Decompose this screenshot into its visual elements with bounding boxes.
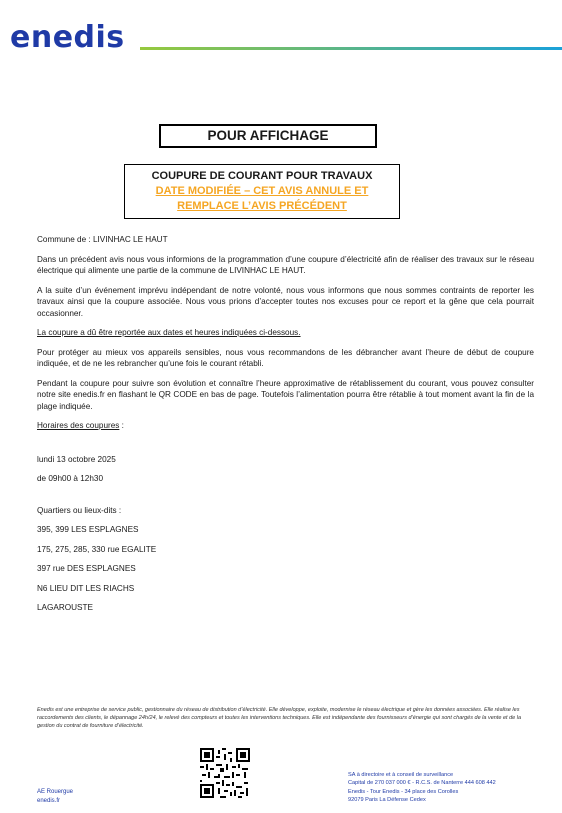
area-item: N6 LIEU DIT LES RIACHS bbox=[37, 583, 135, 593]
company-legal-line: SA à directoire et à conseil de surveillance bbox=[348, 772, 454, 778]
area-item: 397 rue DES ESPLAGNES bbox=[37, 564, 136, 573]
legal-notice: Enedis est une entreprise de service public, gestionnaire du réseau de distribution d’électricité. Elle développe, exploite, modernise le réseau électrique et gère les données associées. Elle réalise les raccordements des clients, le dépannage 24h/24, le relevé des compteurs et toutes les interventions techniques. Elle est indépendante des fournisseurs d’énergie qui sont chargés de la vente et de la gestion du contrat de fourniture d’électricité. bbox=[37, 707, 521, 729]
paragraph-3: La coupure a dû être reportée aux dates et heures indiquées ci-dessous. bbox=[37, 328, 301, 337]
agency-name: AE Rouergue bbox=[37, 789, 74, 795]
paragraph-1: Dans un précédent avis nous vous informions de la programmation d’une coupure d’électricité afin de réaliser des travaux sur le réseau électrique qui alimente une partie de la commune de LIVINHAC LE HAUT. bbox=[37, 254, 534, 275]
paragraph-4: Pour protéger au mieux vos appareils sensibles, nous vous recommandons de les débrancher avant l’heure de début de coupure indiquée, et de ne les rebrancher qu’une fois le courant rétabli. bbox=[37, 347, 534, 368]
notice-heading: COUPURE DE COURANT POUR TRAVAUX bbox=[151, 170, 373, 182]
company-address-line: Enedis - Tour Enedis - 34 place des Corolles bbox=[348, 788, 459, 795]
company-city-line: 92079 Paris La Défense Cedex bbox=[348, 796, 426, 803]
header-gradient-bar bbox=[140, 47, 562, 50]
commune-line: Commune de : LIVINHAC LE HAUT bbox=[37, 235, 168, 244]
area-item: LAGAROUSTE bbox=[37, 603, 93, 612]
outage-time: de 09h00 à 12h30 bbox=[37, 474, 104, 483]
footer-right bbox=[348, 771, 496, 804]
notice-heading-box bbox=[124, 164, 400, 219]
areas-label: Quartiers ou lieux-dits : bbox=[37, 505, 122, 515]
notice-body bbox=[37, 234, 534, 622]
enedis-logo: enedis bbox=[10, 20, 125, 55]
hours-label-line bbox=[37, 420, 534, 432]
footer-left bbox=[37, 788, 73, 806]
outage-date: lundi 13 octobre 2025 bbox=[37, 454, 116, 464]
website-link[interactable]: enedis.fr bbox=[37, 798, 61, 804]
paragraph-2: A la suite d’un événement imprévu indépendant de notre volonté, nous vous informons que nous sommes contraints de reporter les travaux ainsi que la coupure associée. Nous vous prions d’accepter toutes nos excuses pour ce report et la gêne que cela pourrait occasionner. bbox=[37, 285, 534, 318]
notice-subheading-line2: REMPLACE L’AVIS PRÉCÉDENT bbox=[177, 200, 347, 212]
paragraph-5: Pendant la coupure pour suivre son évolution et connaître l’heure approximative de rétablissement du courant, vous pouvez consulter notre site enedis.fr en flashant le QR CODE en bas de page. Toutefois l’alimentation pourra être rétablie à tout moment avant la fin de la plage indiquée. bbox=[37, 378, 534, 411]
qr-code-icon[interactable] bbox=[200, 748, 250, 798]
company-capital-line: Capital de 270 037 000 € - R.C.S. de Nanterre 444 608 442 bbox=[348, 780, 496, 787]
hours-colon: : bbox=[119, 421, 124, 430]
area-item: 175, 275, 285, 330 rue EGALITE bbox=[37, 544, 157, 554]
page-header bbox=[0, 0, 562, 60]
notice-subheading-line1: DATE MODIFIÉE – CET AVIS ANNULE ET bbox=[155, 185, 369, 197]
hours-label: Horaires des coupures bbox=[37, 421, 120, 430]
notice-title-box: POUR AFFICHAGE bbox=[159, 124, 377, 148]
area-item: 395, 399 LES ESPLAGNES bbox=[37, 525, 139, 534]
